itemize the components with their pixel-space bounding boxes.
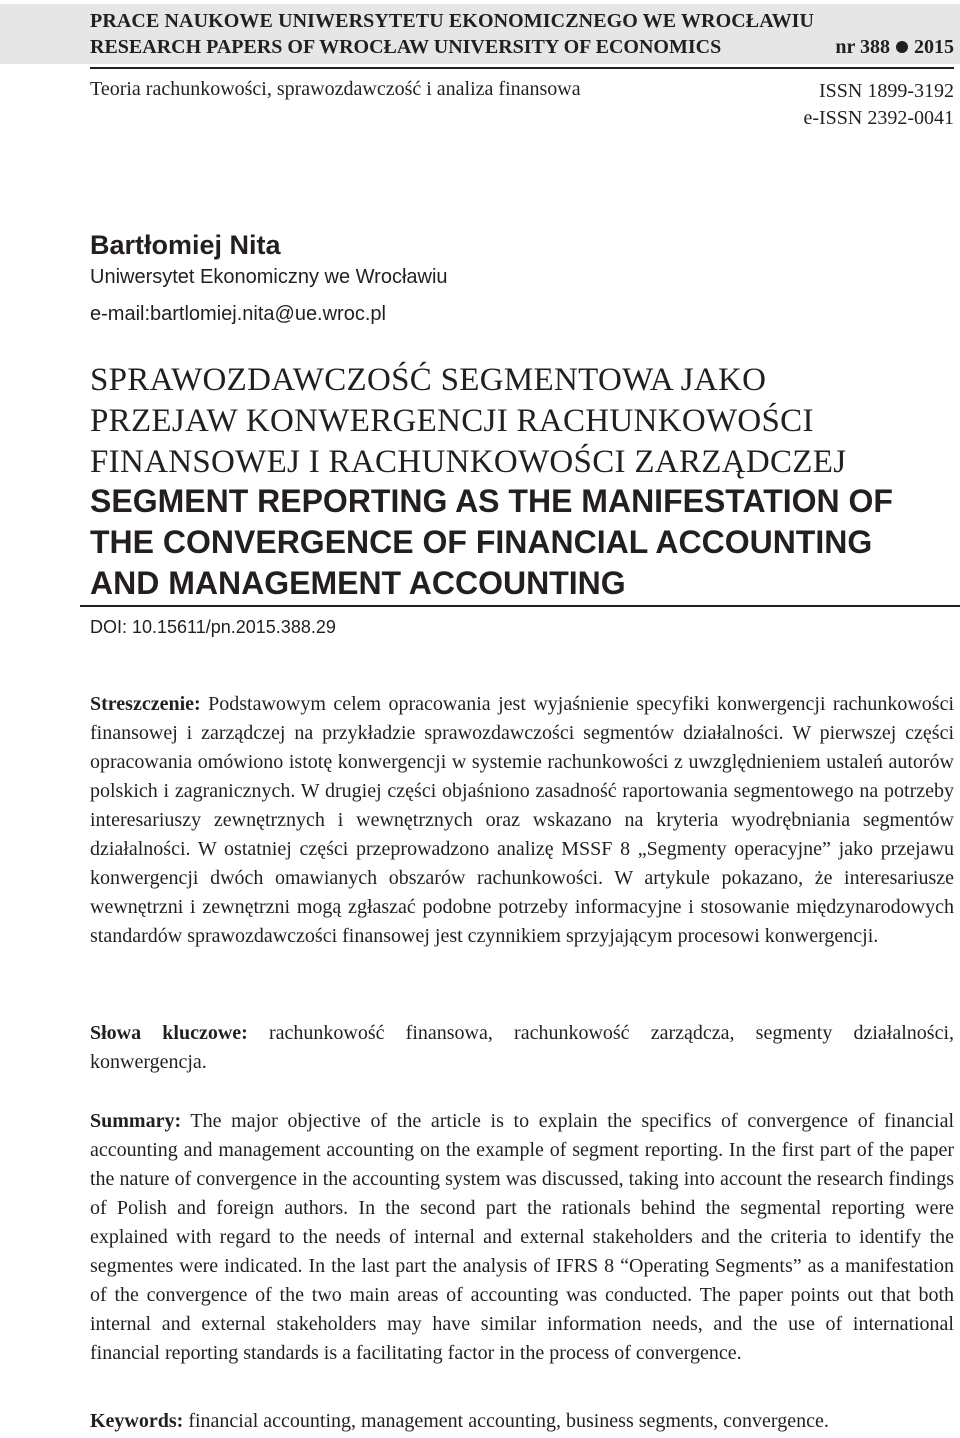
doi: DOI: 10.15611/pn.2015.388.29 <box>90 617 336 637</box>
journal-title-en-row <box>90 36 954 59</box>
author-affiliation: Uniwersytet Ekonomiczny we Wrocławiu <box>90 266 448 288</box>
issn-block <box>803 78 954 132</box>
abstract-en-label: Summary: <box>90 1110 182 1132</box>
keywords-polish <box>90 1019 954 1077</box>
author-name: Bartłomiej Nita <box>90 230 281 260</box>
journal-title-pl: PRACE NAUKOWE UNIWERSYTETU EKONOMICZNEGO WE WROCŁAWIU <box>90 10 815 32</box>
author-email: e-mail:bartlomiej.nita@ue.wroc.pl <box>90 303 386 325</box>
abstract-polish <box>90 690 954 951</box>
title-english <box>90 481 954 604</box>
title-divider <box>80 605 960 607</box>
keywords-pl-label: Słowa kluczowe: <box>90 1022 248 1044</box>
title-pl-line: SPRAWOZDAWCZOŚĆ SEGMENTOWA JAKO <box>90 362 767 398</box>
abstract-pl-label: Streszczenie: <box>90 693 201 715</box>
title-en-line: THE CONVERGENCE OF FINANCIAL ACCOUNTING <box>90 524 873 560</box>
keywords-english <box>90 1407 954 1436</box>
title-pl-line: PRZEJAW KONWERGENCJI RACHUNKOWOŚCI <box>90 403 814 439</box>
abstract-english <box>90 1107 954 1368</box>
issue-number: nr 388 <box>835 36 890 58</box>
issue-info <box>835 36 954 59</box>
keywords-en-label: Keywords: <box>90 1410 184 1432</box>
issn: ISSN 1899-3192 <box>818 80 954 102</box>
bullet-dot-icon <box>896 41 908 53</box>
eissn: e-ISSN 2392-0041 <box>803 107 954 129</box>
abstract-pl-text: Podstawowym celem opracowania jest wyjaśnienie specyfiki konwergencji rachunkowości finansowej i zarządczej na przykładzie sprawozdawczości segmentów działalności. W pierwszej części opracowania omówiono istotę konwergencji w systemie rachunkowości z uwzględnieniem ustaleń autorów polskich i zagranicznych. W drugiej części objaśniono zasadność raportowania segmentowego na potrzeby interesariuszy zewnętrznych i wewnętrznych oraz wskazano na kryteria wyodrębniania segmentów działalności. W ostatniej części przeprowadzono analizę MSSF 8 „Segmenty operacyjne” jako przejawu konwergencji dwóch omawianych obszarów rachunkowości. W artykule pokazano, że interesariusze wewnętrzni i zewnętrzni mogą zgłaszać podobne potrzeby informacyjne i stosowanie międzynarodowych standardów sprawozdawczości finansowej jest czynnikiem sprzyjającym procesowi konwergencji. <box>90 693 954 947</box>
title-pl-line: FINANSOWEJ I RACHUNKOWOŚCI ZARZĄDCZEJ <box>90 444 847 480</box>
title-polish <box>90 360 954 483</box>
journal-title-en: RESEARCH PAPERS OF WROCŁAW UNIVERSITY OF ECONOMICS <box>90 36 722 58</box>
issue-year: 2015 <box>914 36 954 58</box>
title-en-line: AND MANAGEMENT ACCOUNTING <box>90 565 626 601</box>
keywords-en-text: financial accounting, management accounting, business segments, convergence. <box>188 1410 829 1432</box>
abstract-en-text: The major objective of the article is to explain the specifics of convergence of financial accounting and management accounting on the example of segment reporting. In the first part of the paper the nature of convergence in the accounting system was discussed, taking into account the research findings of Polish and foreign authors. In the second part the rationals behind the segmental reporting were explained with regard to the needs of internal and external stakeholders and the criteria to identify the segmentes were indicated. In the last part the analysis of IFRS 8 “Operating Segments” as a manifestation of the convergence of the two main areas of accounting was conducted. The paper points out that both internal and external stakeholders may have similar information needs, and the use of international financial reporting standards is a facilitating factor in the process of convergence. <box>90 1110 955 1364</box>
series-title: Teoria rachunkowości, sprawozdawczość i analiza finansowa <box>90 78 581 100</box>
header-divider <box>90 67 954 69</box>
title-en-line: SEGMENT REPORTING AS THE MANIFESTATION OF <box>90 483 893 519</box>
keywords-pl-text: rachunkowość finansowa, rachunkowość zarządcza, segmenty działalności, konwergencja. <box>90 1022 955 1073</box>
